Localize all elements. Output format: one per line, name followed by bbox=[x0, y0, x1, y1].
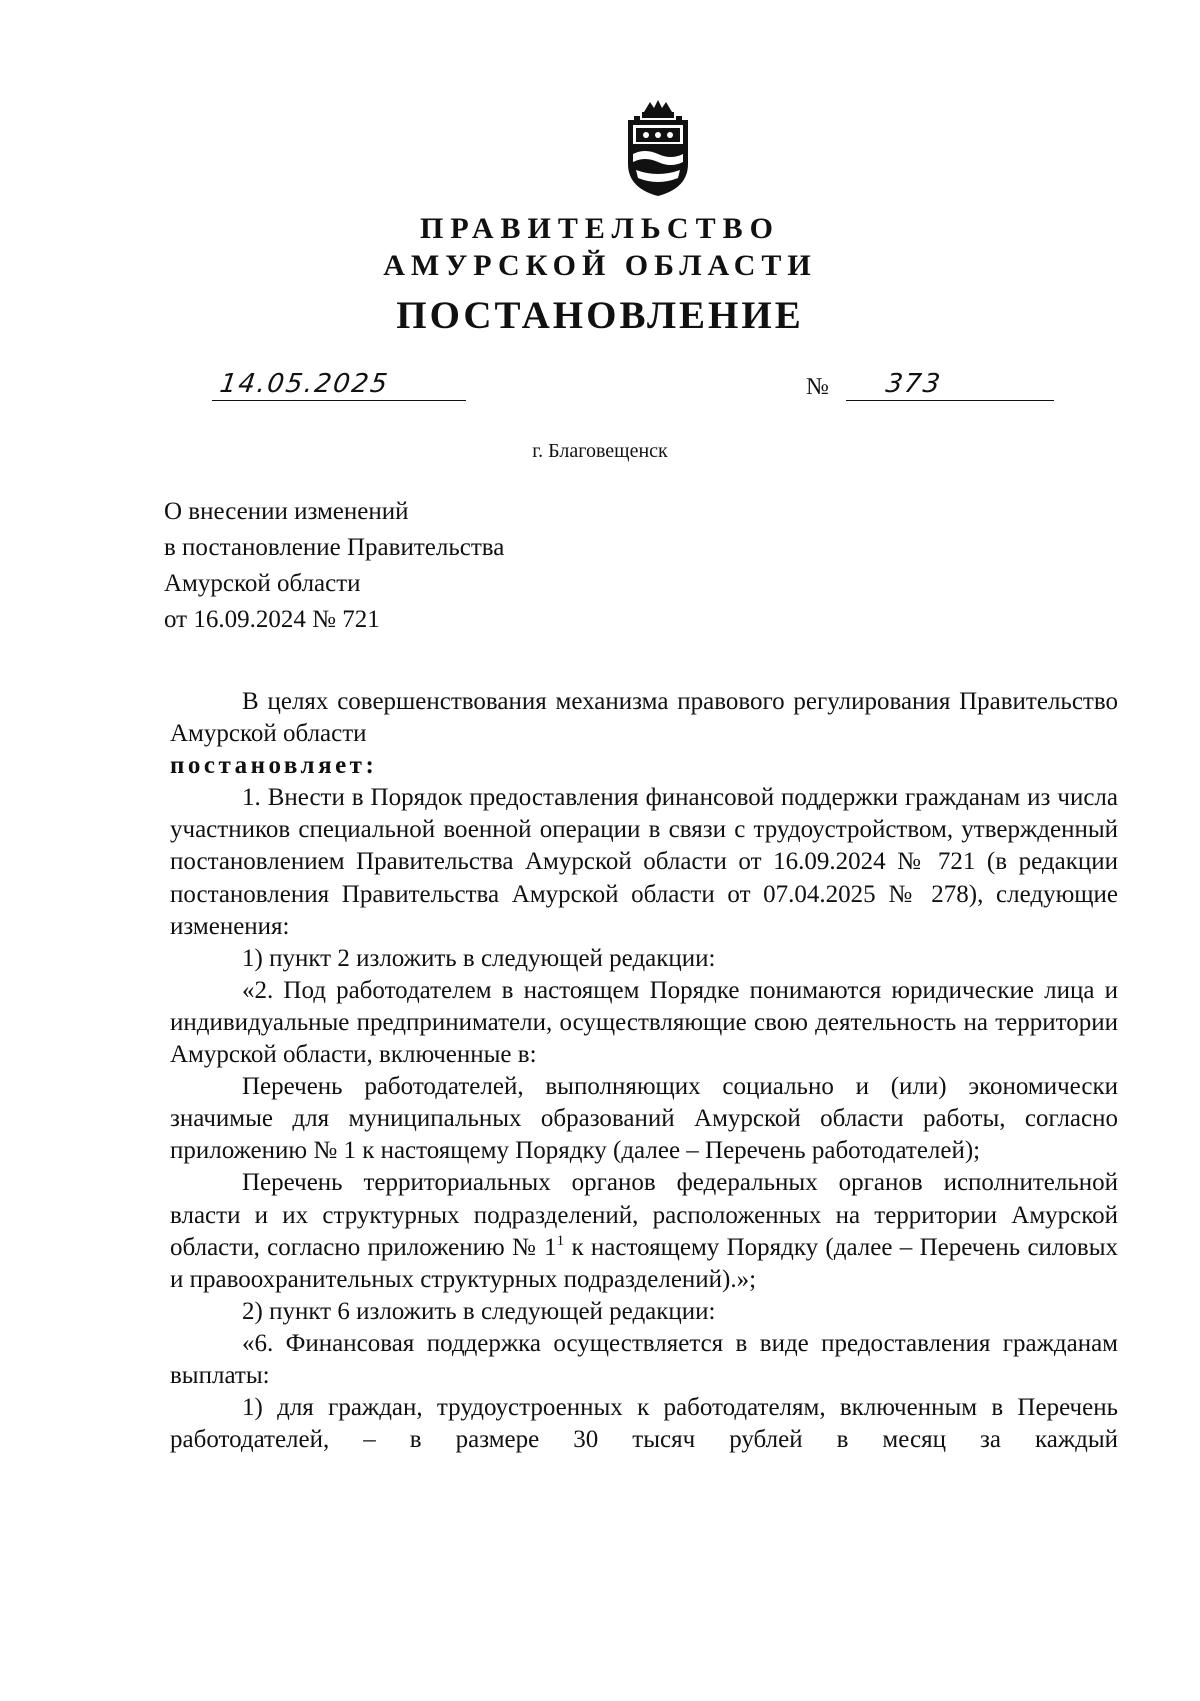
subject-line: от 16.09.2024 № 721 bbox=[164, 606, 380, 633]
paragraph-payment-1: 1) для граждан, трудоустроенных к работодателям, включенным в Перечень работодателей, – в размере 30 тысяч рублей в месяц за каждый bbox=[170, 1394, 1118, 1454]
subject-line: в постановление Правительства bbox=[164, 534, 505, 561]
paragraph-item-1: 1. Внести в Порядок предоставления финансовой поддержки гражданам из числа участников специальной военной операции в связи с трудоустройством, утвержденный постановлением Правительства Амурской области от 16.09.2024 № 721 (в редакции постановления Правительства Амурской области от 07.04.2025 № 278), следующие изменения: bbox=[170, 784, 1118, 940]
paragraph-employers-list: Перечень работодателей, выполняющих социально и (или) экономически значимые для муниципальных образований Амурской области работы, согласно приложению № 1 к настоящему Порядку (далее – Перечень работодателей); bbox=[170, 1073, 1118, 1165]
paragraph-clause-6: «6. Финансовая поддержка осуществляется в виде предоставления гражданам выплаты: bbox=[170, 1329, 1118, 1389]
number-field bbox=[846, 368, 1054, 401]
handwritten-date: 14.05.2025 bbox=[217, 369, 391, 399]
city-name: г. Благовещенск bbox=[532, 440, 668, 462]
document-type: ПОСТАНОВЛЕНИЕ bbox=[396, 294, 804, 337]
document-body bbox=[170, 686, 1118, 1456]
paragraph-subitem-2: 2) пункт 6 изложить в следующей редакции: bbox=[242, 1297, 716, 1325]
paragraph-clause-2: «2. Под работодателем в настоящем Порядке понимаются юридические лица и индивидуальные предприниматели, осуществляющие свою деятельность на территории Амурской области, включенные в: bbox=[170, 976, 1118, 1069]
region-title: АМУРСКОЙ ОБЛАСТИ bbox=[383, 249, 817, 282]
government-title: ПРАВИТЕЛЬСТВО bbox=[420, 212, 780, 245]
handwritten-number: 373 bbox=[883, 369, 944, 399]
subject-line: О внесении изменений bbox=[164, 498, 409, 525]
subject-line: Амурской области bbox=[164, 570, 361, 597]
security-list-text-a: Перечень территориальных органов федеральных органов исполнительной власти и их структурных подразделений, расположенных на территории Амурской области, согласно приложению № 1 bbox=[170, 1169, 1118, 1261]
resolves-word: постановляет: bbox=[170, 752, 378, 780]
date-field bbox=[212, 368, 466, 401]
number-sign: № bbox=[806, 374, 829, 400]
subject-block bbox=[164, 494, 504, 638]
paragraph-subitem-1: 1) пункт 2 изложить в следующей редакции: bbox=[242, 944, 716, 972]
preamble-paragraph: В целях совершенствования механизма правового регулирования Правительство Амурской области bbox=[170, 688, 1118, 748]
coat-of-arms-icon bbox=[620, 98, 696, 198]
appendix-superscript: 1 bbox=[556, 1232, 565, 1249]
security-list-text-b: к настоящему Порядку (далее – Перечень силовых и правоохранительных структурных подразделений).»; bbox=[170, 1233, 1118, 1293]
paragraph-security-list bbox=[170, 1167, 1118, 1295]
